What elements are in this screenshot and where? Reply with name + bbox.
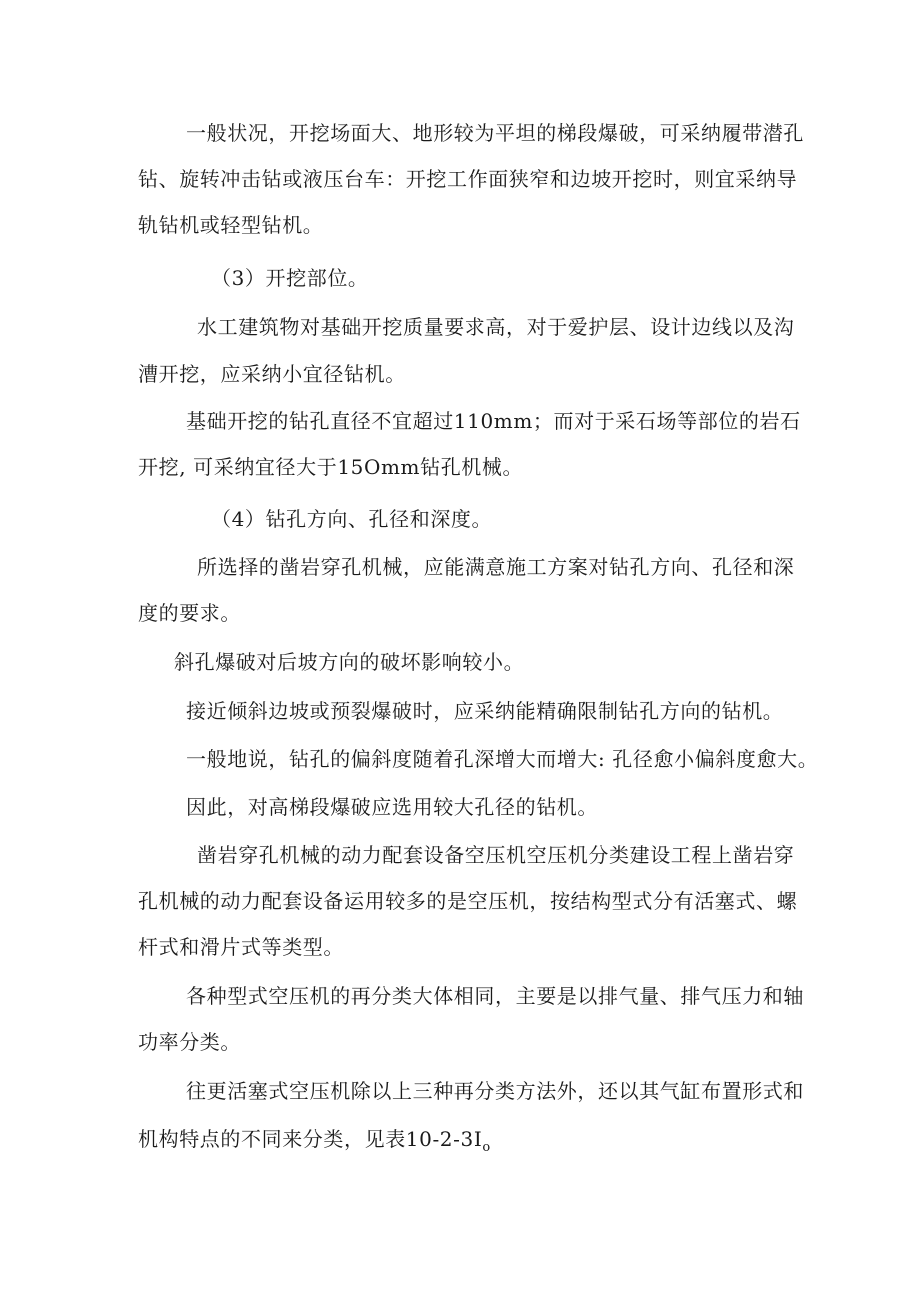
text-line-3: 轨钻机或轻型钻机。	[138, 213, 324, 237]
text-line-12: 斜孔爆破对后坡方向的破坏影响较小。	[174, 650, 525, 674]
text-line-20: 功率分类。	[138, 1030, 241, 1054]
text-line-22	[138, 1127, 490, 1160]
text-line-1: 一般状况，开挖场面大、地形较为平坦的梯段爆破，可采纳履带潜孔	[186, 121, 804, 145]
text-line-13: 接近倾斜边坡或预裂爆破时，应采纳能精确限制钻孔方向的钻机。	[186, 699, 784, 723]
text-line-22-main: 机构特点的不同来分类，见表10-2-3I	[138, 1127, 483, 1151]
text-line-14: 一般地说，钻孔的偏斜度随着孔深增大而增大: 孔径愈小偏斜度愈大。	[186, 747, 819, 771]
text-line-19: 各种型式空压机的再分类大体相同，主要是以排气量、排气压力和轴	[186, 984, 804, 1008]
text-line-15: 因此，对高梯段爆破应选用较大孔径的钻机。	[186, 795, 598, 819]
section-heading-3: （3）开挖部位。	[211, 266, 369, 290]
text-line-6: 漕开挖，应采纳小宜径钻机。	[138, 362, 406, 386]
text-line-18: 杆式和滑片式等类型。	[138, 935, 344, 959]
text-line-16: 凿岩穿孔机械的动力配套设备空压机空压机分类建设工程上凿岩穿	[197, 843, 795, 867]
text-line-10: 所选择的凿岩穿孔机械，应能满意施工方案对钻孔方向、孔径和深	[197, 555, 795, 579]
text-line-21: 往更活塞式空压机除以上三种再分类方法外，还以其气缸布置形式和	[186, 1079, 804, 1103]
text-line-17: 孔机械的动力配套设备运用较多的是空压机，按结构型式分有活塞式、螺	[138, 889, 798, 913]
text-line-2: 钻、旋转冲击钻或液压台车：开挖工作面狭窄和边坡开挖时，则宜采纳导	[138, 167, 798, 191]
text-line-7: 基础开挖的钻孔直径不宜超过110mm；而对于采石场等部位的岩石	[186, 409, 801, 433]
text-line-11: 度的要求。	[138, 601, 241, 625]
text-line-5: 水工建筑物对基础开挖质量要求高，对于爱护层、设计边线以及沟	[197, 315, 795, 339]
section-heading-4: （4）钻孔方向、孔径和深度。	[211, 507, 493, 531]
text-line-22-subscript: o	[482, 1140, 491, 1155]
text-line-8: 开挖, 可采纳宜径大于15Omm钻孔机械。	[138, 455, 524, 479]
